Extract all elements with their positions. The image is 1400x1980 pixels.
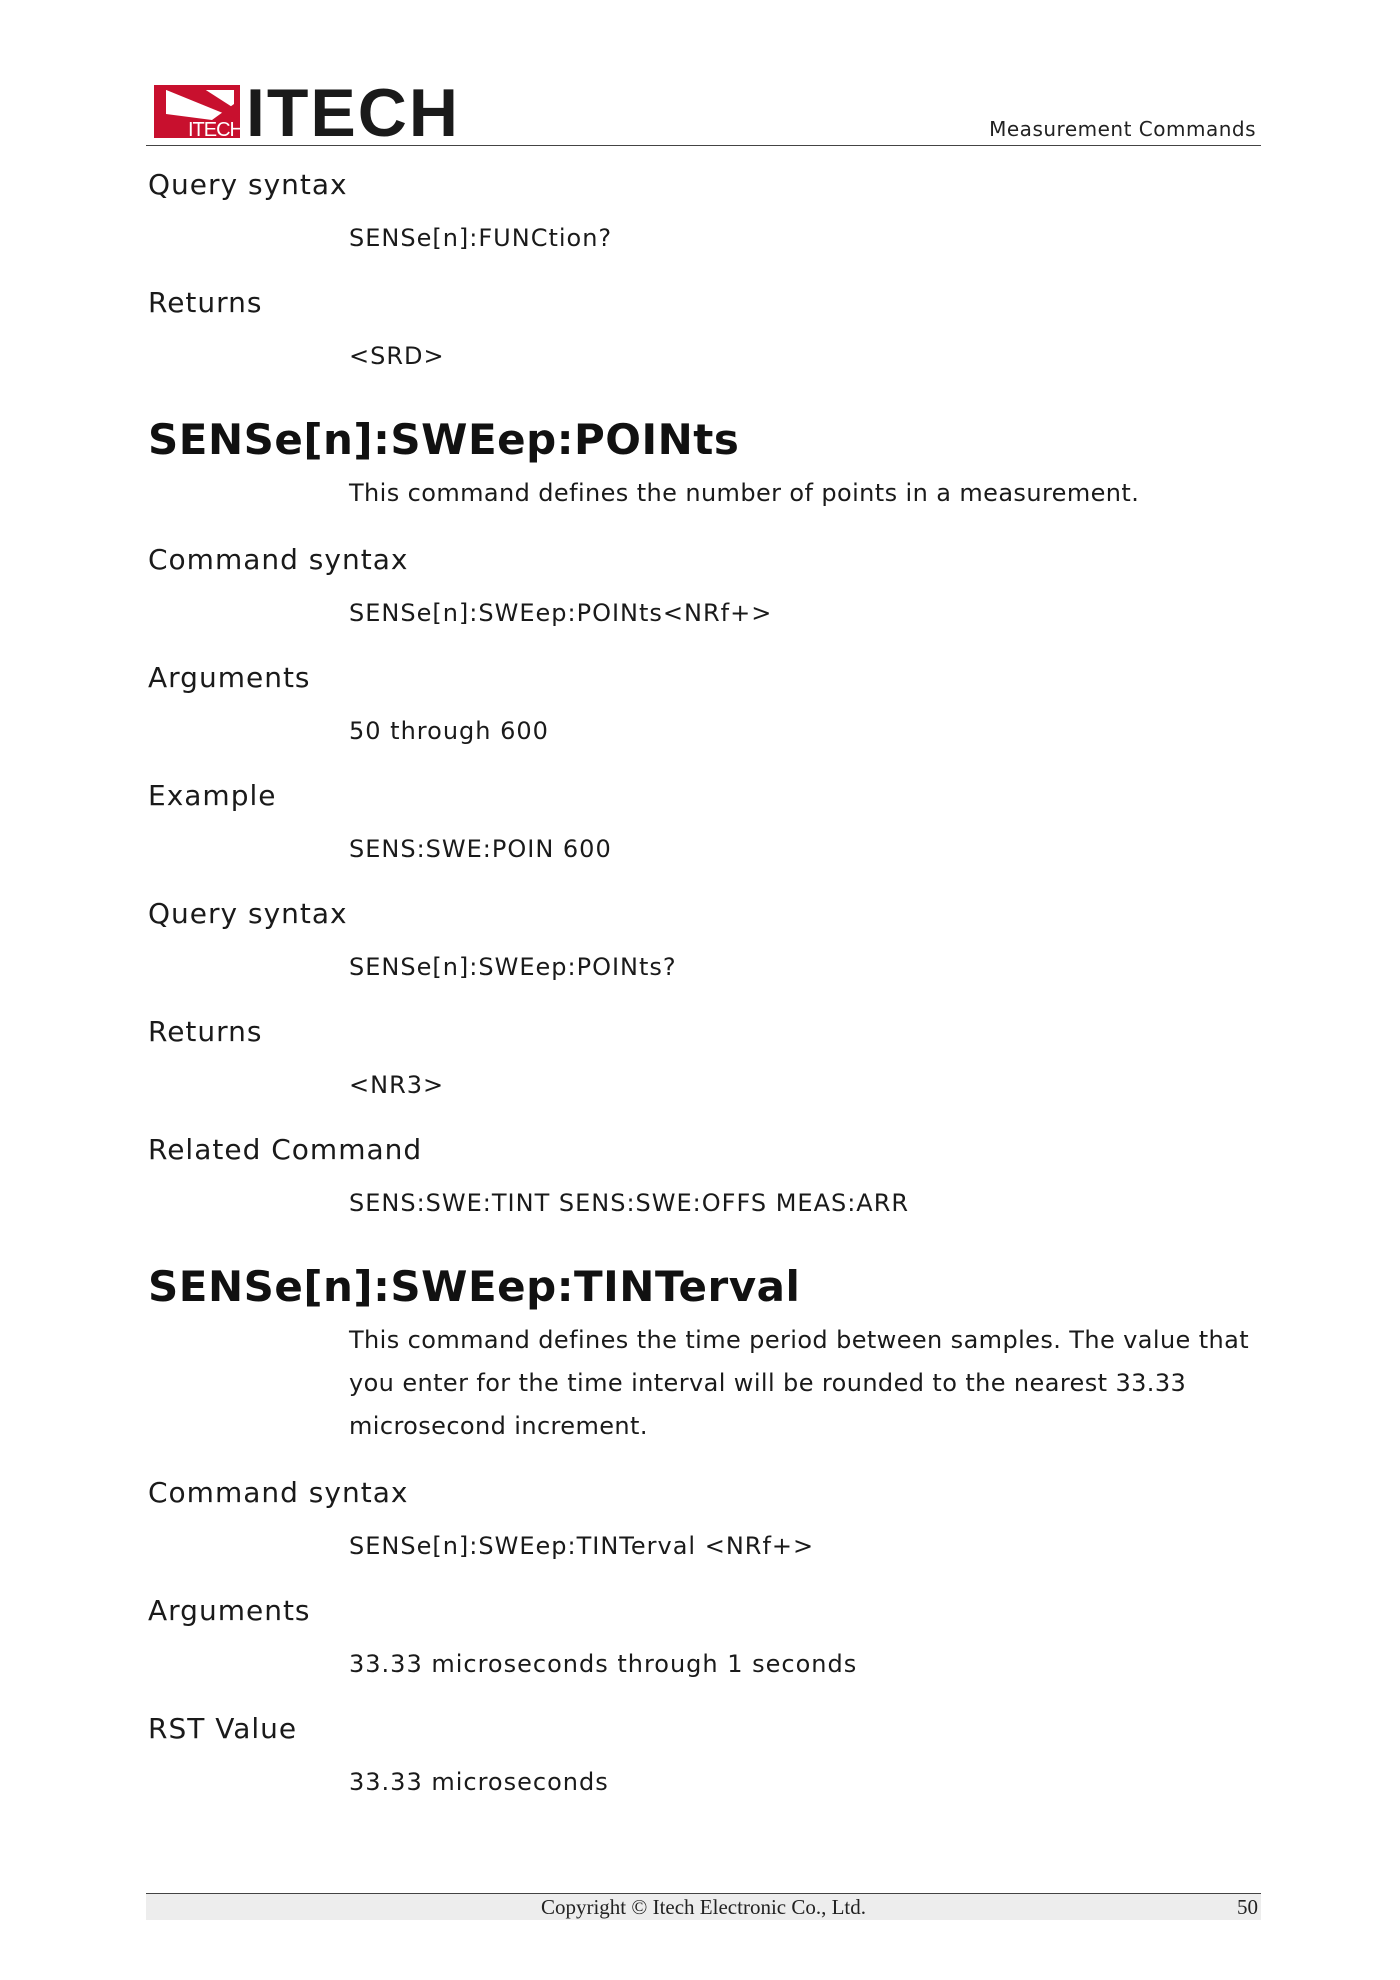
section-body: SENSe[n]:SWEep:POINts<NRf+> <box>349 599 773 627</box>
logo-small-text: ITECH <box>188 119 243 141</box>
command-description: This command defines the number of points in a measurement. <box>349 479 1140 507</box>
header-divider <box>146 145 1261 146</box>
section-heading: Returns <box>148 286 263 319</box>
section-heading: Command syntax <box>148 1476 409 1509</box>
itech-logo <box>152 80 472 142</box>
section-heading: Arguments <box>148 1594 311 1627</box>
section-heading: Command syntax <box>148 543 409 576</box>
section-body: SENS:SWE:POIN 600 <box>349 835 612 863</box>
page-number: 50 <box>1237 1895 1258 1919</box>
section-body: 50 through 600 <box>349 717 549 745</box>
section-body: <SRD> <box>349 342 445 370</box>
logo-wordmark: ITECH <box>246 80 460 142</box>
section-heading: Example <box>148 779 277 812</box>
section-body: SENSe[n]:SWEep:TINTerval <NRf+> <box>349 1532 815 1560</box>
section-body: 33.33 microseconds through 1 seconds <box>349 1650 858 1678</box>
section-heading: Query syntax <box>148 168 348 201</box>
section-body: SENS:SWE:TINT SENS:SWE:OFFS MEAS:ARR <box>349 1189 910 1217</box>
section-heading: Arguments <box>148 661 311 694</box>
command-description: This command defines the time period between samples. The value that you enter for the time interval will be rounded to the nearest 33.33 microsecond increment. <box>349 1326 1250 1440</box>
page-footer <box>146 1893 1261 1920</box>
section-body: 33.33 microseconds <box>349 1768 609 1796</box>
command-title: SENSe[n]:SWEep:POINts <box>148 415 740 464</box>
footer-copyright: Copyright © Itech Electronic Co., Ltd. <box>540 1895 867 1919</box>
header-section-title: Measurement Commands <box>989 117 1256 141</box>
itech-emblem-icon <box>154 85 243 141</box>
section-body: <NR3> <box>349 1071 445 1099</box>
section-heading: Returns <box>148 1015 263 1048</box>
page-content <box>148 158 1260 1828</box>
section-heading: Related Command <box>148 1133 423 1166</box>
section-heading: RST Value <box>148 1712 298 1745</box>
section-heading: Query syntax <box>148 897 348 930</box>
command-title: SENSe[n]:SWEep:TINTerval <box>148 1262 801 1311</box>
section-body: SENSe[n]:SWEep:POINts? <box>349 953 677 981</box>
section-body: SENSe[n]:FUNCtion? <box>349 224 613 252</box>
